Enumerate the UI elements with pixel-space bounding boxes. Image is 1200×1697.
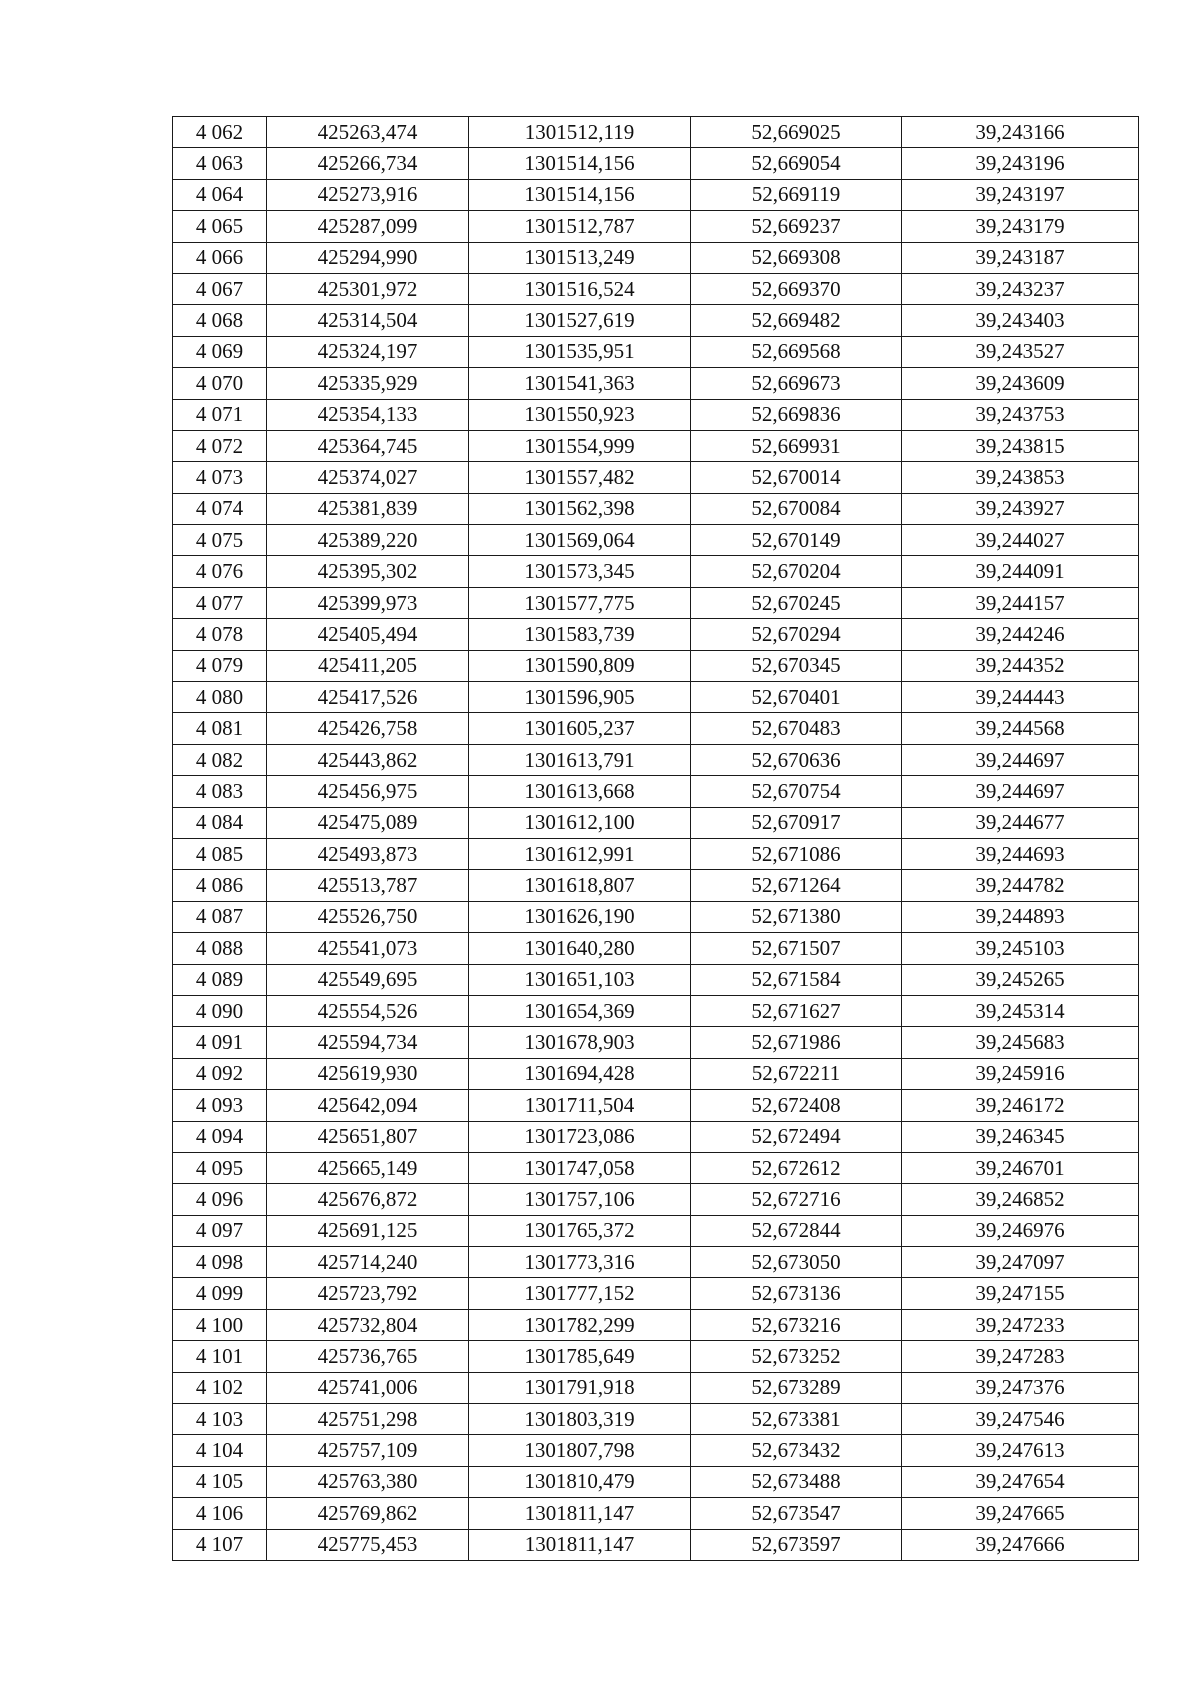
point-number-cell: 4 062 — [173, 117, 267, 148]
point-number-cell: 4 064 — [173, 179, 267, 210]
longitude-cell: 39,243815 — [902, 430, 1139, 461]
point-number-cell: 4 107 — [173, 1529, 267, 1560]
longitude-cell: 39,244246 — [902, 619, 1139, 650]
latitude-cell: 52,673050 — [691, 1247, 902, 1278]
point-number-cell: 4 074 — [173, 493, 267, 524]
point-number-cell: 4 063 — [173, 148, 267, 179]
x-coordinate-cell: 425763,380 — [267, 1466, 469, 1497]
x-coordinate-cell: 425757,109 — [267, 1435, 469, 1466]
x-coordinate-cell: 425273,916 — [267, 179, 469, 210]
latitude-cell: 52,671507 — [691, 933, 902, 964]
longitude-cell: 39,244027 — [902, 525, 1139, 556]
y-coordinate-cell: 1301512,119 — [469, 117, 691, 148]
latitude-cell: 52,670345 — [691, 650, 902, 681]
x-coordinate-cell: 425513,787 — [267, 870, 469, 901]
point-number-cell: 4 068 — [173, 305, 267, 336]
latitude-cell: 52,673252 — [691, 1341, 902, 1372]
point-number-cell: 4 101 — [173, 1341, 267, 1372]
table-row — [173, 1027, 1139, 1058]
table-row — [173, 619, 1139, 650]
y-coordinate-cell: 1301811,147 — [469, 1529, 691, 1560]
x-coordinate-cell: 425263,474 — [267, 117, 469, 148]
x-coordinate-cell: 425741,006 — [267, 1372, 469, 1403]
y-coordinate-cell: 1301514,156 — [469, 179, 691, 210]
table-row — [173, 211, 1139, 242]
latitude-cell: 52,673597 — [691, 1529, 902, 1560]
coordinates-table — [172, 116, 1139, 1561]
latitude-cell: 52,669054 — [691, 148, 902, 179]
y-coordinate-cell: 1301791,918 — [469, 1372, 691, 1403]
point-number-cell: 4 089 — [173, 964, 267, 995]
latitude-cell: 52,671986 — [691, 1027, 902, 1058]
x-coordinate-cell: 425426,758 — [267, 713, 469, 744]
latitude-cell: 52,669836 — [691, 399, 902, 430]
latitude-cell: 52,673381 — [691, 1404, 902, 1435]
latitude-cell: 52,670401 — [691, 682, 902, 713]
x-coordinate-cell: 425301,972 — [267, 273, 469, 304]
x-coordinate-cell: 425493,873 — [267, 838, 469, 869]
latitude-cell: 52,670483 — [691, 713, 902, 744]
x-coordinate-cell: 425642,094 — [267, 1090, 469, 1121]
table-row — [173, 1309, 1139, 1340]
table-row — [173, 179, 1139, 210]
latitude-cell: 52,669370 — [691, 273, 902, 304]
y-coordinate-cell: 1301618,807 — [469, 870, 691, 901]
table-row — [173, 1341, 1139, 1372]
table-row — [173, 776, 1139, 807]
x-coordinate-cell: 425287,099 — [267, 211, 469, 242]
point-number-cell: 4 066 — [173, 242, 267, 273]
x-coordinate-cell: 425411,205 — [267, 650, 469, 681]
y-coordinate-cell: 1301654,369 — [469, 995, 691, 1026]
point-number-cell: 4 072 — [173, 430, 267, 461]
point-number-cell: 4 083 — [173, 776, 267, 807]
x-coordinate-cell: 425723,792 — [267, 1278, 469, 1309]
longitude-cell: 39,243166 — [902, 117, 1139, 148]
point-number-cell: 4 085 — [173, 838, 267, 869]
y-coordinate-cell: 1301782,299 — [469, 1309, 691, 1340]
x-coordinate-cell: 425381,839 — [267, 493, 469, 524]
y-coordinate-cell: 1301785,649 — [469, 1341, 691, 1372]
table-row — [173, 430, 1139, 461]
longitude-cell: 39,247097 — [902, 1247, 1139, 1278]
table-row — [173, 995, 1139, 1026]
x-coordinate-cell: 425541,073 — [267, 933, 469, 964]
y-coordinate-cell: 1301626,190 — [469, 901, 691, 932]
x-coordinate-cell: 425526,750 — [267, 901, 469, 932]
longitude-cell: 39,244091 — [902, 556, 1139, 587]
latitude-cell: 52,670014 — [691, 462, 902, 493]
point-number-cell: 4 088 — [173, 933, 267, 964]
point-number-cell: 4 091 — [173, 1027, 267, 1058]
longitude-cell: 39,243609 — [902, 368, 1139, 399]
longitude-cell: 39,246172 — [902, 1090, 1139, 1121]
longitude-cell: 39,247654 — [902, 1466, 1139, 1497]
table-row — [173, 1529, 1139, 1560]
latitude-cell: 52,670636 — [691, 744, 902, 775]
x-coordinate-cell: 425775,453 — [267, 1529, 469, 1560]
longitude-cell: 39,243187 — [902, 242, 1139, 273]
longitude-cell: 39,247233 — [902, 1309, 1139, 1340]
table-row — [173, 1058, 1139, 1089]
y-coordinate-cell: 1301527,619 — [469, 305, 691, 336]
point-number-cell: 4 076 — [173, 556, 267, 587]
table-row — [173, 1435, 1139, 1466]
point-number-cell: 4 104 — [173, 1435, 267, 1466]
latitude-cell: 52,670204 — [691, 556, 902, 587]
longitude-cell: 39,244352 — [902, 650, 1139, 681]
x-coordinate-cell: 425594,734 — [267, 1027, 469, 1058]
longitude-cell: 39,243179 — [902, 211, 1139, 242]
y-coordinate-cell: 1301678,903 — [469, 1027, 691, 1058]
table-row — [173, 273, 1139, 304]
table-row — [173, 1215, 1139, 1246]
table-row — [173, 744, 1139, 775]
longitude-cell: 39,245683 — [902, 1027, 1139, 1058]
point-number-cell: 4 087 — [173, 901, 267, 932]
table-row — [173, 1152, 1139, 1183]
latitude-cell: 52,670149 — [691, 525, 902, 556]
point-number-cell: 4 096 — [173, 1184, 267, 1215]
x-coordinate-cell: 425619,930 — [267, 1058, 469, 1089]
table-row — [173, 462, 1139, 493]
point-number-cell: 4 090 — [173, 995, 267, 1026]
latitude-cell: 52,670084 — [691, 493, 902, 524]
table-row — [173, 1404, 1139, 1435]
y-coordinate-cell: 1301711,504 — [469, 1090, 691, 1121]
longitude-cell: 39,246701 — [902, 1152, 1139, 1183]
table-row — [173, 650, 1139, 681]
table-row — [173, 870, 1139, 901]
point-number-cell: 4 084 — [173, 807, 267, 838]
point-number-cell: 4 093 — [173, 1090, 267, 1121]
y-coordinate-cell: 1301583,739 — [469, 619, 691, 650]
longitude-cell: 39,244693 — [902, 838, 1139, 869]
latitude-cell: 52,672844 — [691, 1215, 902, 1246]
x-coordinate-cell: 425324,197 — [267, 336, 469, 367]
point-number-cell: 4 071 — [173, 399, 267, 430]
longitude-cell: 39,247665 — [902, 1498, 1139, 1529]
point-number-cell: 4 105 — [173, 1466, 267, 1497]
table-row — [173, 399, 1139, 430]
x-coordinate-cell: 425554,526 — [267, 995, 469, 1026]
y-coordinate-cell: 1301512,787 — [469, 211, 691, 242]
longitude-cell: 39,244893 — [902, 901, 1139, 932]
latitude-cell: 52,671086 — [691, 838, 902, 869]
longitude-cell: 39,243927 — [902, 493, 1139, 524]
table-row — [173, 556, 1139, 587]
point-number-cell: 4 065 — [173, 211, 267, 242]
latitude-cell: 52,669308 — [691, 242, 902, 273]
latitude-cell: 52,673136 — [691, 1278, 902, 1309]
x-coordinate-cell: 425314,504 — [267, 305, 469, 336]
point-number-cell: 4 086 — [173, 870, 267, 901]
point-number-cell: 4 067 — [173, 273, 267, 304]
y-coordinate-cell: 1301613,791 — [469, 744, 691, 775]
longitude-cell: 39,245916 — [902, 1058, 1139, 1089]
coordinates-table-body — [173, 117, 1139, 1561]
table-row — [173, 838, 1139, 869]
longitude-cell: 39,243527 — [902, 336, 1139, 367]
latitude-cell: 52,673289 — [691, 1372, 902, 1403]
y-coordinate-cell: 1301694,428 — [469, 1058, 691, 1089]
point-number-cell: 4 106 — [173, 1498, 267, 1529]
longitude-cell: 39,247376 — [902, 1372, 1139, 1403]
table-row — [173, 713, 1139, 744]
y-coordinate-cell: 1301810,479 — [469, 1466, 691, 1497]
y-coordinate-cell: 1301723,086 — [469, 1121, 691, 1152]
table-row — [173, 525, 1139, 556]
table-row — [173, 117, 1139, 148]
point-number-cell: 4 102 — [173, 1372, 267, 1403]
table-row — [173, 1372, 1139, 1403]
point-number-cell: 4 095 — [173, 1152, 267, 1183]
longitude-cell: 39,244677 — [902, 807, 1139, 838]
latitude-cell: 52,672716 — [691, 1184, 902, 1215]
y-coordinate-cell: 1301596,905 — [469, 682, 691, 713]
point-number-cell: 4 094 — [173, 1121, 267, 1152]
x-coordinate-cell: 425736,765 — [267, 1341, 469, 1372]
y-coordinate-cell: 1301590,809 — [469, 650, 691, 681]
x-coordinate-cell: 425443,862 — [267, 744, 469, 775]
x-coordinate-cell: 425354,133 — [267, 399, 469, 430]
latitude-cell: 52,670294 — [691, 619, 902, 650]
x-coordinate-cell: 425651,807 — [267, 1121, 469, 1152]
table-row — [173, 336, 1139, 367]
latitude-cell: 52,669482 — [691, 305, 902, 336]
latitude-cell: 52,670245 — [691, 587, 902, 618]
longitude-cell: 39,243197 — [902, 179, 1139, 210]
x-coordinate-cell: 425732,804 — [267, 1309, 469, 1340]
latitude-cell: 52,672211 — [691, 1058, 902, 1089]
y-coordinate-cell: 1301613,668 — [469, 776, 691, 807]
latitude-cell: 52,669025 — [691, 117, 902, 148]
latitude-cell: 52,673547 — [691, 1498, 902, 1529]
y-coordinate-cell: 1301773,316 — [469, 1247, 691, 1278]
point-number-cell: 4 080 — [173, 682, 267, 713]
y-coordinate-cell: 1301514,156 — [469, 148, 691, 179]
point-number-cell: 4 081 — [173, 713, 267, 744]
x-coordinate-cell: 425374,027 — [267, 462, 469, 493]
longitude-cell: 39,243853 — [902, 462, 1139, 493]
x-coordinate-cell: 425676,872 — [267, 1184, 469, 1215]
latitude-cell: 52,670917 — [691, 807, 902, 838]
latitude-cell: 52,673432 — [691, 1435, 902, 1466]
x-coordinate-cell: 425769,862 — [267, 1498, 469, 1529]
longitude-cell: 39,243753 — [902, 399, 1139, 430]
x-coordinate-cell: 425335,929 — [267, 368, 469, 399]
longitude-cell: 39,244697 — [902, 744, 1139, 775]
table-row — [173, 148, 1139, 179]
longitude-cell: 39,245265 — [902, 964, 1139, 995]
x-coordinate-cell: 425475,089 — [267, 807, 469, 838]
point-number-cell: 4 092 — [173, 1058, 267, 1089]
y-coordinate-cell: 1301807,798 — [469, 1435, 691, 1466]
latitude-cell: 52,671584 — [691, 964, 902, 995]
longitude-cell: 39,244157 — [902, 587, 1139, 618]
point-number-cell: 4 079 — [173, 650, 267, 681]
y-coordinate-cell: 1301605,237 — [469, 713, 691, 744]
latitude-cell: 52,672494 — [691, 1121, 902, 1152]
longitude-cell: 39,243196 — [902, 148, 1139, 179]
table-row — [173, 1498, 1139, 1529]
y-coordinate-cell: 1301562,398 — [469, 493, 691, 524]
table-row — [173, 807, 1139, 838]
table-row — [173, 1247, 1139, 1278]
latitude-cell: 52,673488 — [691, 1466, 902, 1497]
y-coordinate-cell: 1301573,345 — [469, 556, 691, 587]
latitude-cell: 52,672612 — [691, 1152, 902, 1183]
y-coordinate-cell: 1301516,524 — [469, 273, 691, 304]
longitude-cell: 39,247613 — [902, 1435, 1139, 1466]
longitude-cell: 39,245103 — [902, 933, 1139, 964]
longitude-cell: 39,247155 — [902, 1278, 1139, 1309]
point-number-cell: 4 099 — [173, 1278, 267, 1309]
y-coordinate-cell: 1301765,372 — [469, 1215, 691, 1246]
x-coordinate-cell: 425714,240 — [267, 1247, 469, 1278]
longitude-cell: 39,247546 — [902, 1404, 1139, 1435]
point-number-cell: 4 097 — [173, 1215, 267, 1246]
y-coordinate-cell: 1301541,363 — [469, 368, 691, 399]
point-number-cell: 4 073 — [173, 462, 267, 493]
x-coordinate-cell: 425405,494 — [267, 619, 469, 650]
y-coordinate-cell: 1301513,249 — [469, 242, 691, 273]
point-number-cell: 4 100 — [173, 1309, 267, 1340]
table-row — [173, 901, 1139, 932]
point-number-cell: 4 070 — [173, 368, 267, 399]
longitude-cell: 39,246345 — [902, 1121, 1139, 1152]
y-coordinate-cell: 1301757,106 — [469, 1184, 691, 1215]
longitude-cell: 39,247666 — [902, 1529, 1139, 1560]
longitude-cell: 39,246976 — [902, 1215, 1139, 1246]
y-coordinate-cell: 1301651,103 — [469, 964, 691, 995]
x-coordinate-cell: 425399,973 — [267, 587, 469, 618]
point-number-cell: 4 098 — [173, 1247, 267, 1278]
x-coordinate-cell: 425549,695 — [267, 964, 469, 995]
latitude-cell: 52,673216 — [691, 1309, 902, 1340]
x-coordinate-cell: 425294,990 — [267, 242, 469, 273]
y-coordinate-cell: 1301777,152 — [469, 1278, 691, 1309]
x-coordinate-cell: 425456,975 — [267, 776, 469, 807]
point-number-cell: 4 078 — [173, 619, 267, 650]
table-row — [173, 682, 1139, 713]
x-coordinate-cell: 425364,745 — [267, 430, 469, 461]
table-row — [173, 964, 1139, 995]
longitude-cell: 39,244782 — [902, 870, 1139, 901]
latitude-cell: 52,669931 — [691, 430, 902, 461]
table-row — [173, 242, 1139, 273]
x-coordinate-cell: 425266,734 — [267, 148, 469, 179]
point-number-cell: 4 077 — [173, 587, 267, 618]
latitude-cell: 52,670754 — [691, 776, 902, 807]
y-coordinate-cell: 1301612,991 — [469, 838, 691, 869]
latitude-cell: 52,671380 — [691, 901, 902, 932]
latitude-cell: 52,672408 — [691, 1090, 902, 1121]
longitude-cell: 39,243237 — [902, 273, 1139, 304]
point-number-cell: 4 069 — [173, 336, 267, 367]
table-row — [173, 1466, 1139, 1497]
y-coordinate-cell: 1301803,319 — [469, 1404, 691, 1435]
y-coordinate-cell: 1301747,058 — [469, 1152, 691, 1183]
longitude-cell: 39,244443 — [902, 682, 1139, 713]
y-coordinate-cell: 1301577,775 — [469, 587, 691, 618]
y-coordinate-cell: 1301550,923 — [469, 399, 691, 430]
latitude-cell: 52,671264 — [691, 870, 902, 901]
table-row — [173, 1184, 1139, 1215]
latitude-cell: 52,669673 — [691, 368, 902, 399]
y-coordinate-cell: 1301554,999 — [469, 430, 691, 461]
table-row — [173, 305, 1139, 336]
table-row — [173, 587, 1139, 618]
latitude-cell: 52,669237 — [691, 211, 902, 242]
latitude-cell: 52,671627 — [691, 995, 902, 1026]
x-coordinate-cell: 425417,526 — [267, 682, 469, 713]
longitude-cell: 39,245314 — [902, 995, 1139, 1026]
x-coordinate-cell: 425389,220 — [267, 525, 469, 556]
latitude-cell: 52,669568 — [691, 336, 902, 367]
longitude-cell: 39,243403 — [902, 305, 1139, 336]
x-coordinate-cell: 425751,298 — [267, 1404, 469, 1435]
point-number-cell: 4 075 — [173, 525, 267, 556]
table-row — [173, 368, 1139, 399]
longitude-cell: 39,244697 — [902, 776, 1139, 807]
table-row — [173, 933, 1139, 964]
x-coordinate-cell: 425665,149 — [267, 1152, 469, 1183]
longitude-cell: 39,246852 — [902, 1184, 1139, 1215]
latitude-cell: 52,669119 — [691, 179, 902, 210]
point-number-cell: 4 103 — [173, 1404, 267, 1435]
y-coordinate-cell: 1301811,147 — [469, 1498, 691, 1529]
y-coordinate-cell: 1301557,482 — [469, 462, 691, 493]
x-coordinate-cell: 425691,125 — [267, 1215, 469, 1246]
y-coordinate-cell: 1301640,280 — [469, 933, 691, 964]
point-number-cell: 4 082 — [173, 744, 267, 775]
y-coordinate-cell: 1301569,064 — [469, 525, 691, 556]
table-row — [173, 493, 1139, 524]
y-coordinate-cell: 1301535,951 — [469, 336, 691, 367]
y-coordinate-cell: 1301612,100 — [469, 807, 691, 838]
x-coordinate-cell: 425395,302 — [267, 556, 469, 587]
table-row — [173, 1090, 1139, 1121]
longitude-cell: 39,244568 — [902, 713, 1139, 744]
table-row — [173, 1121, 1139, 1152]
table-row — [173, 1278, 1139, 1309]
longitude-cell: 39,247283 — [902, 1341, 1139, 1372]
